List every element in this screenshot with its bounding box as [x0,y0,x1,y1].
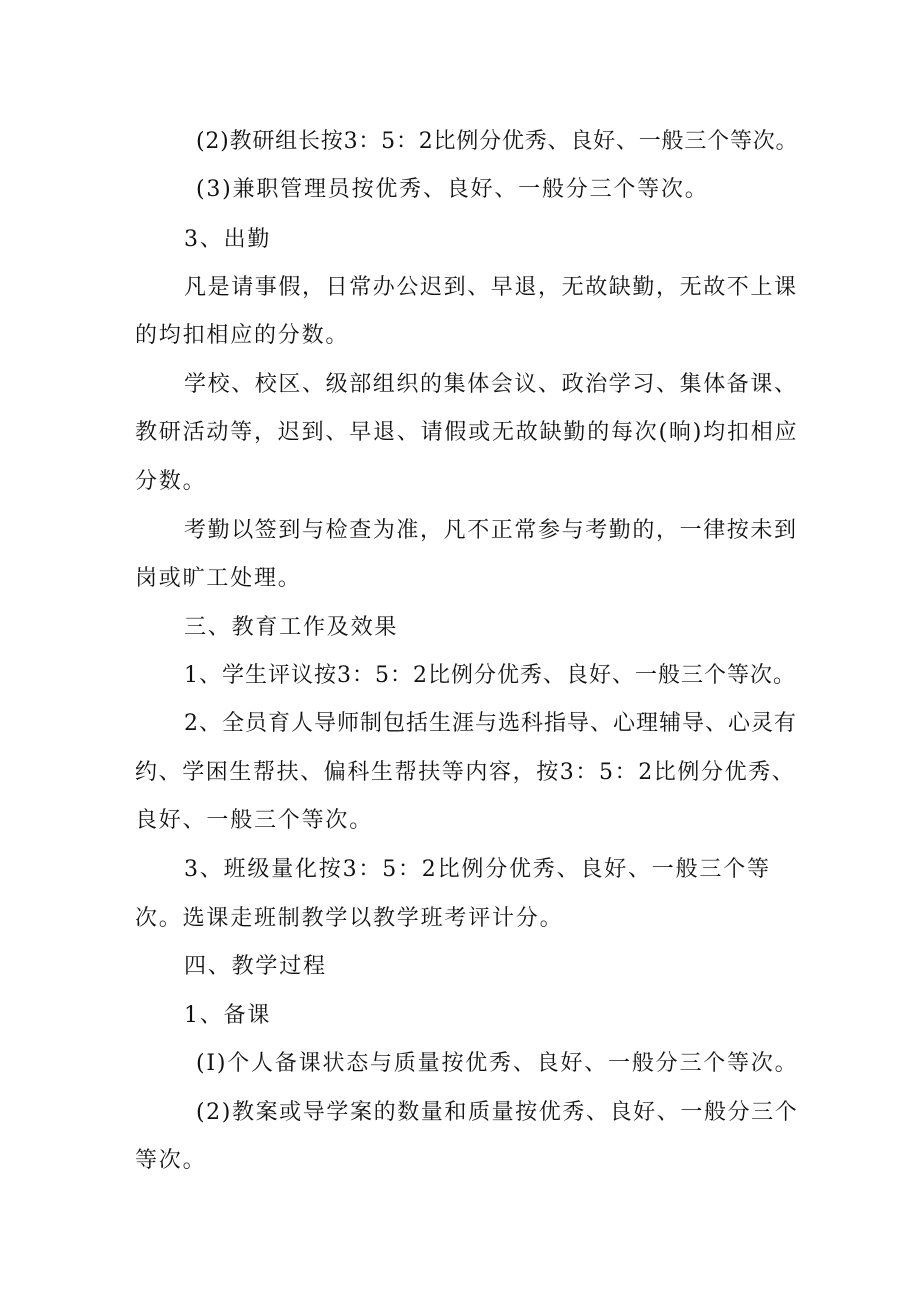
paragraph-line: (3)兼职管理员按优秀、良好、一般分三个等次。 [196,177,709,202]
section-heading: 1、备课 [184,1003,272,1028]
paragraph-line: (2)教案或导学案的数量和质量按优秀、良好、一般分三个 [196,1100,799,1125]
paragraph-line: 良好、一般三个等次。 [135,808,374,833]
section-heading: 三、教育工作及效果 [184,615,399,640]
paragraph-line: 凡是请事假，日常办公迟到、早退，无故缺勤，无故不上课 [184,275,798,300]
paragraph-line: 1、学生评议按3：5：2比例分优秀、良好、一般三个等次。 [184,663,796,688]
paragraph-line: 等次。 [135,1148,207,1173]
section-heading: 四、教学过程 [184,954,327,979]
paragraph-line: 的均扣相应的分数。 [135,323,350,348]
paragraph-line: 3、班级量化按3：5：2比例分优秀、良好、一般三个等 [184,857,771,882]
paragraph-line: 分数。 [135,469,207,494]
paragraph-line: (I)个人备课状态与质量按优秀、良好、一般分三个等次。 [196,1051,799,1076]
paragraph-line: 约、学困生帮扶、偏科生帮扶等内容，按3：5：2比例分优秀、 [135,760,796,785]
paragraph-line: 考勤以签到与检查为准，凡不正常参与考勤的，一律按未到 [184,518,798,543]
section-heading: 3、出勤 [184,227,272,252]
paragraph-line: 教研活动等，迟到、早退、请假或无故缺勤的每次(晌)均扣相应 [135,420,799,445]
paragraph-line: 岗或旷工处理。 [135,566,302,591]
paragraph-line: 次。选课走班制教学以教学班考评计分。 [135,906,564,931]
paragraph-line: 学校、校区、级部组织的集体会议、政治学习、集体备课、 [184,372,798,397]
paragraph-line: 2、全员育人导师制包括生涯与选科指导、心理辅导、心灵有 [184,711,797,736]
paragraph-line: (2)教研组长按3：5：2比例分优秀、良好、一般三个等次。 [196,129,799,154]
